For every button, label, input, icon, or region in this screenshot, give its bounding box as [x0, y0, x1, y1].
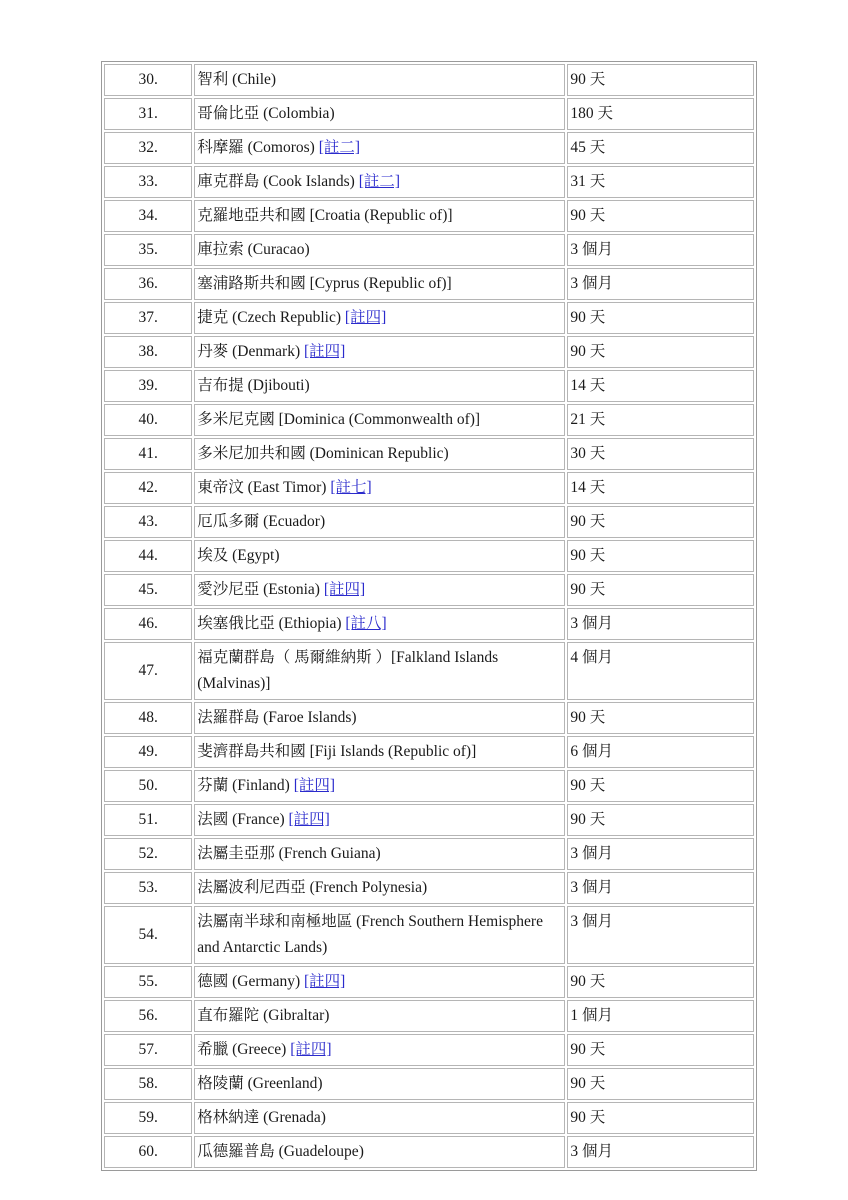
- table-row: [104, 234, 754, 266]
- footnote-link[interactable]: [註八]: [345, 615, 387, 632]
- stay-duration: 3 個月: [567, 906, 754, 964]
- row-number: 48.: [104, 702, 192, 734]
- country-cell: [194, 200, 565, 232]
- table-row: [104, 302, 754, 334]
- row-number: 39.: [104, 370, 192, 402]
- stay-duration: 3 個月: [567, 234, 754, 266]
- footnote-link[interactable]: [註四]: [323, 581, 366, 598]
- row-number: 49.: [104, 736, 192, 768]
- row-number: 38.: [104, 336, 192, 368]
- country-cell: [194, 872, 565, 904]
- row-number: 47.: [104, 642, 192, 700]
- footnote-link[interactable]: [註四]: [344, 309, 387, 326]
- row-number: 32.: [104, 132, 192, 164]
- country-name: 法屬圭亞那 (French Guiana): [197, 845, 381, 862]
- country-name: 克羅地亞共和國 [Croatia (Republic of)]: [197, 207, 453, 224]
- footnote-link[interactable]: [註二]: [318, 139, 361, 156]
- country-cell: [194, 1034, 565, 1066]
- document-page: [101, 61, 757, 1171]
- country-cell: [194, 1136, 565, 1168]
- country-name: 格陵蘭 (Greenland): [197, 1075, 323, 1092]
- country-cell: [194, 1102, 565, 1134]
- country-cell: [194, 906, 565, 964]
- row-number: 36.: [104, 268, 192, 300]
- stay-duration: 90 天: [567, 506, 754, 538]
- stay-duration: 6 個月: [567, 736, 754, 768]
- country-name: 格林納達 (Grenada): [197, 1109, 326, 1126]
- country-name: 愛沙尼亞 (Estonia): [197, 581, 320, 598]
- country-cell: [194, 302, 565, 334]
- country-cell: [194, 642, 565, 700]
- country-name: 庫克群島 (Cook Islands): [197, 173, 355, 190]
- table-row: [104, 906, 754, 964]
- country-cell: [194, 404, 565, 436]
- table-row: [104, 642, 754, 700]
- table-row: [104, 370, 754, 402]
- table-row: [104, 966, 754, 998]
- country-name: 多米尼加共和國 (Dominican Republic): [197, 445, 449, 462]
- stay-duration: 180 天: [567, 98, 754, 130]
- row-number: 30.: [104, 64, 192, 96]
- footnote-link[interactable]: [註四]: [293, 777, 336, 794]
- row-number: 35.: [104, 234, 192, 266]
- row-number: 56.: [104, 1000, 192, 1032]
- table-row: [104, 1136, 754, 1168]
- row-number: 46.: [104, 608, 192, 640]
- stay-duration: 4 個月: [567, 642, 754, 700]
- country-cell: [194, 98, 565, 130]
- stay-duration: 31 天: [567, 166, 754, 198]
- country-cell: [194, 268, 565, 300]
- country-cell: [194, 838, 565, 870]
- country-name: 瓜德羅普島 (Guadeloupe): [197, 1143, 364, 1160]
- country-name: 斐濟群島共和國 [Fiji Islands (Republic of)]: [197, 743, 477, 760]
- table-row: [104, 268, 754, 300]
- country-cell: [194, 540, 565, 572]
- footnote-link[interactable]: [註四]: [304, 343, 346, 360]
- row-number: 54.: [104, 906, 192, 964]
- row-number: 42.: [104, 472, 192, 504]
- country-name: 芬蘭 (Finland): [197, 777, 290, 794]
- row-number: 43.: [104, 506, 192, 538]
- country-cell: [194, 370, 565, 402]
- country-name: 法屬波利尼西亞 (French Polynesia): [197, 879, 428, 896]
- country-name: 直布羅陀 (Gibraltar): [197, 1007, 330, 1024]
- country-name: 埃及 (Egypt): [197, 547, 280, 564]
- stay-duration: 3 個月: [567, 838, 754, 870]
- country-cell: [194, 166, 565, 198]
- country-cell: [194, 132, 565, 164]
- table-row: [104, 838, 754, 870]
- row-number: 53.: [104, 872, 192, 904]
- country-name: 塞浦路斯共和國 [Cyprus (Republic of)]: [197, 275, 452, 292]
- table-row: [104, 736, 754, 768]
- country-cell: [194, 608, 565, 640]
- country-name: 法國 (France): [197, 811, 285, 828]
- country-cell: [194, 770, 565, 802]
- stay-duration: 90 天: [567, 302, 754, 334]
- table-row: [104, 804, 754, 836]
- table-row: [104, 770, 754, 802]
- country-cell: [194, 736, 565, 768]
- visa-free-table: [101, 61, 757, 1171]
- country-name: 德國 (Germany): [197, 973, 301, 990]
- row-number: 40.: [104, 404, 192, 436]
- row-number: 52.: [104, 838, 192, 870]
- country-name: 福克蘭群島（ 馬爾維納斯 ）[Falkland Islands (Malvinas)]: [197, 649, 499, 692]
- country-name: 哥倫比亞 (Colombia): [197, 105, 335, 122]
- footnote-link[interactable]: [註七]: [330, 479, 372, 496]
- country-name: 丹麥 (Denmark): [197, 343, 301, 360]
- country-cell: [194, 574, 565, 606]
- country-name: 法屬南半球和南極地區 (French Southern Hemisphere and Antarctic Lands): [197, 913, 543, 956]
- stay-duration: 90 天: [567, 574, 754, 606]
- row-number: 45.: [104, 574, 192, 606]
- stay-duration: 90 天: [567, 64, 754, 96]
- country-name: 埃塞俄比亞 (Ethiopia): [197, 615, 342, 632]
- country-name: 法羅群島 (Faroe Islands): [197, 709, 357, 726]
- stay-duration: 90 天: [567, 770, 754, 802]
- stay-duration: 90 天: [567, 200, 754, 232]
- stay-duration: 1 個月: [567, 1000, 754, 1032]
- country-name: 智利 (Chile): [197, 71, 277, 88]
- table-row: [104, 438, 754, 470]
- country-cell: [194, 1000, 565, 1032]
- table-row: [104, 540, 754, 572]
- footnote-link[interactable]: [註二]: [358, 173, 401, 190]
- table-row: [104, 132, 754, 164]
- stay-duration: 90 天: [567, 966, 754, 998]
- country-cell: [194, 1068, 565, 1100]
- country-cell: [194, 804, 565, 836]
- country-cell: [194, 438, 565, 470]
- table-row: [104, 166, 754, 198]
- table-row: [104, 64, 754, 96]
- stay-duration: 21 天: [567, 404, 754, 436]
- stay-duration: 90 天: [567, 540, 754, 572]
- table-row: [104, 1102, 754, 1134]
- row-number: 55.: [104, 966, 192, 998]
- country-name: 科摩羅 (Comoros): [197, 139, 315, 156]
- country-name: 吉布提 (Djibouti): [197, 377, 310, 394]
- stay-duration: 3 個月: [567, 872, 754, 904]
- country-name: 多米尼克國 [Dominica (Commonwealth of)]: [197, 411, 481, 428]
- footnote-link[interactable]: [註四]: [304, 973, 346, 990]
- stay-duration: 3 個月: [567, 1136, 754, 1168]
- country-cell: [194, 472, 565, 504]
- row-number: 37.: [104, 302, 192, 334]
- footnote-link[interactable]: [註四]: [290, 1041, 332, 1058]
- table-row: [104, 702, 754, 734]
- country-cell: [194, 64, 565, 96]
- stay-duration: 30 天: [567, 438, 754, 470]
- table-row: [104, 98, 754, 130]
- stay-duration: 90 天: [567, 1102, 754, 1134]
- row-number: 44.: [104, 540, 192, 572]
- stay-duration: 90 天: [567, 1034, 754, 1066]
- table-row: [104, 404, 754, 436]
- stay-duration: 90 天: [567, 702, 754, 734]
- country-name: 東帝汶 (East Timor): [197, 479, 327, 496]
- row-number: 31.: [104, 98, 192, 130]
- row-number: 57.: [104, 1034, 192, 1066]
- country-name: 捷克 (Czech Republic): [197, 309, 342, 326]
- table-row: [104, 608, 754, 640]
- country-name: 厄瓜多爾 (Ecuador): [197, 513, 326, 530]
- table-row: [104, 1034, 754, 1066]
- stay-duration: 3 個月: [567, 268, 754, 300]
- row-number: 59.: [104, 1102, 192, 1134]
- country-cell: [194, 234, 565, 266]
- stay-duration: 14 天: [567, 370, 754, 402]
- country-name: 希臘 (Greece): [197, 1041, 287, 1058]
- table-row: [104, 472, 754, 504]
- footnote-link[interactable]: [註四]: [288, 811, 330, 828]
- country-name: 庫拉索 (Curacao): [197, 241, 310, 258]
- table-row: [104, 1000, 754, 1032]
- country-cell: [194, 336, 565, 368]
- stay-duration: 90 天: [567, 1068, 754, 1100]
- row-number: 58.: [104, 1068, 192, 1100]
- row-number: 34.: [104, 200, 192, 232]
- table-row: [104, 1068, 754, 1100]
- row-number: 50.: [104, 770, 192, 802]
- country-cell: [194, 702, 565, 734]
- table-body: [104, 64, 754, 1168]
- country-cell: [194, 966, 565, 998]
- stay-duration: 3 個月: [567, 608, 754, 640]
- stay-duration: 90 天: [567, 336, 754, 368]
- stay-duration: 90 天: [567, 804, 754, 836]
- table-row: [104, 574, 754, 606]
- row-number: 60.: [104, 1136, 192, 1168]
- table-row: [104, 506, 754, 538]
- row-number: 41.: [104, 438, 192, 470]
- stay-duration: 45 天: [567, 132, 754, 164]
- row-number: 51.: [104, 804, 192, 836]
- country-cell: [194, 506, 565, 538]
- table-row: [104, 336, 754, 368]
- table-row: [104, 872, 754, 904]
- stay-duration: 14 天: [567, 472, 754, 504]
- table-row: [104, 200, 754, 232]
- row-number: 33.: [104, 166, 192, 198]
